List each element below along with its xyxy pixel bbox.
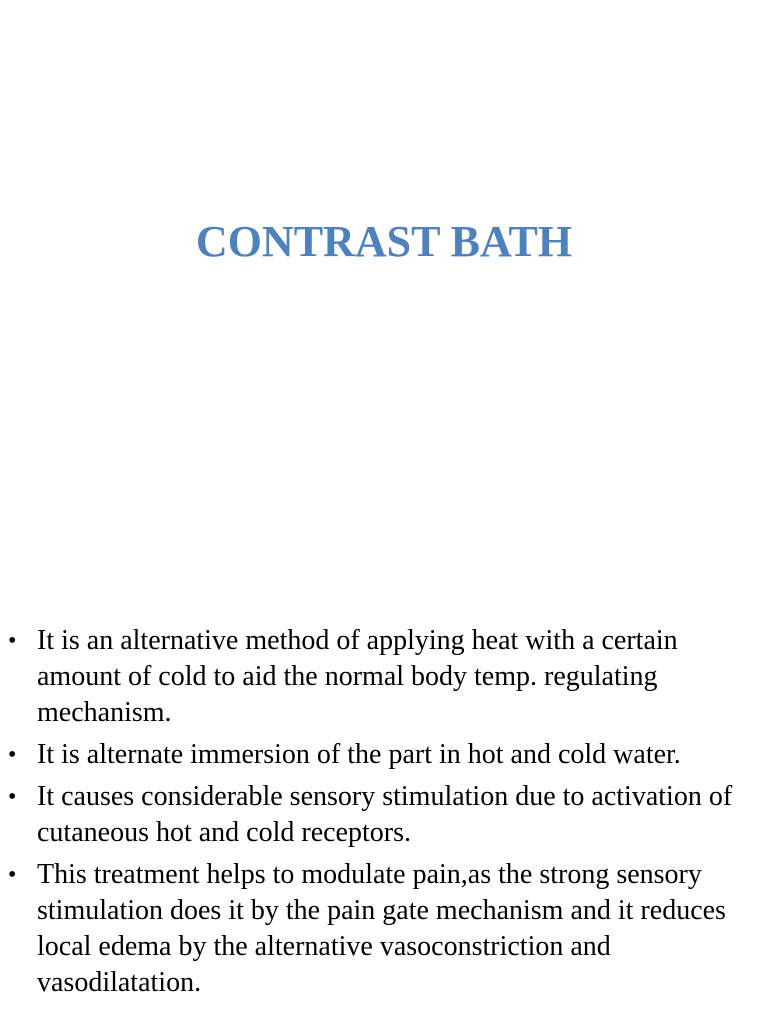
bullet-item <box>0 623 749 731</box>
bullet-item <box>0 779 749 851</box>
bullet-text: It causes considerable sensory stimulation due to activation of cutaneous hot and cold receptors. <box>37 781 733 848</box>
bullet-item <box>0 857 749 1001</box>
slide-title: CONTRAST BATH <box>195 217 573 266</box>
bullet-text: It is an alternative method of applying heat with a certain amount of cold to aid the normal body temp. regulating mechanism. <box>37 625 678 728</box>
bullet-icon: • <box>8 862 17 888</box>
bullet-icon: • <box>8 784 17 810</box>
bullet-icon: • <box>8 628 17 654</box>
bullet-icon: • <box>8 742 17 768</box>
bullet-text: This treatment helps to modulate pain,as the strong sensory stimulation does it by the pain gate mechanism and it reduces local edema by the alternative vasoconstriction and vasodilatation. <box>37 859 726 998</box>
bullet-list <box>0 623 768 1007</box>
bullet-text: It is alternate immersion of the part in hot and cold water. <box>37 739 681 770</box>
bullet-item <box>0 737 749 773</box>
